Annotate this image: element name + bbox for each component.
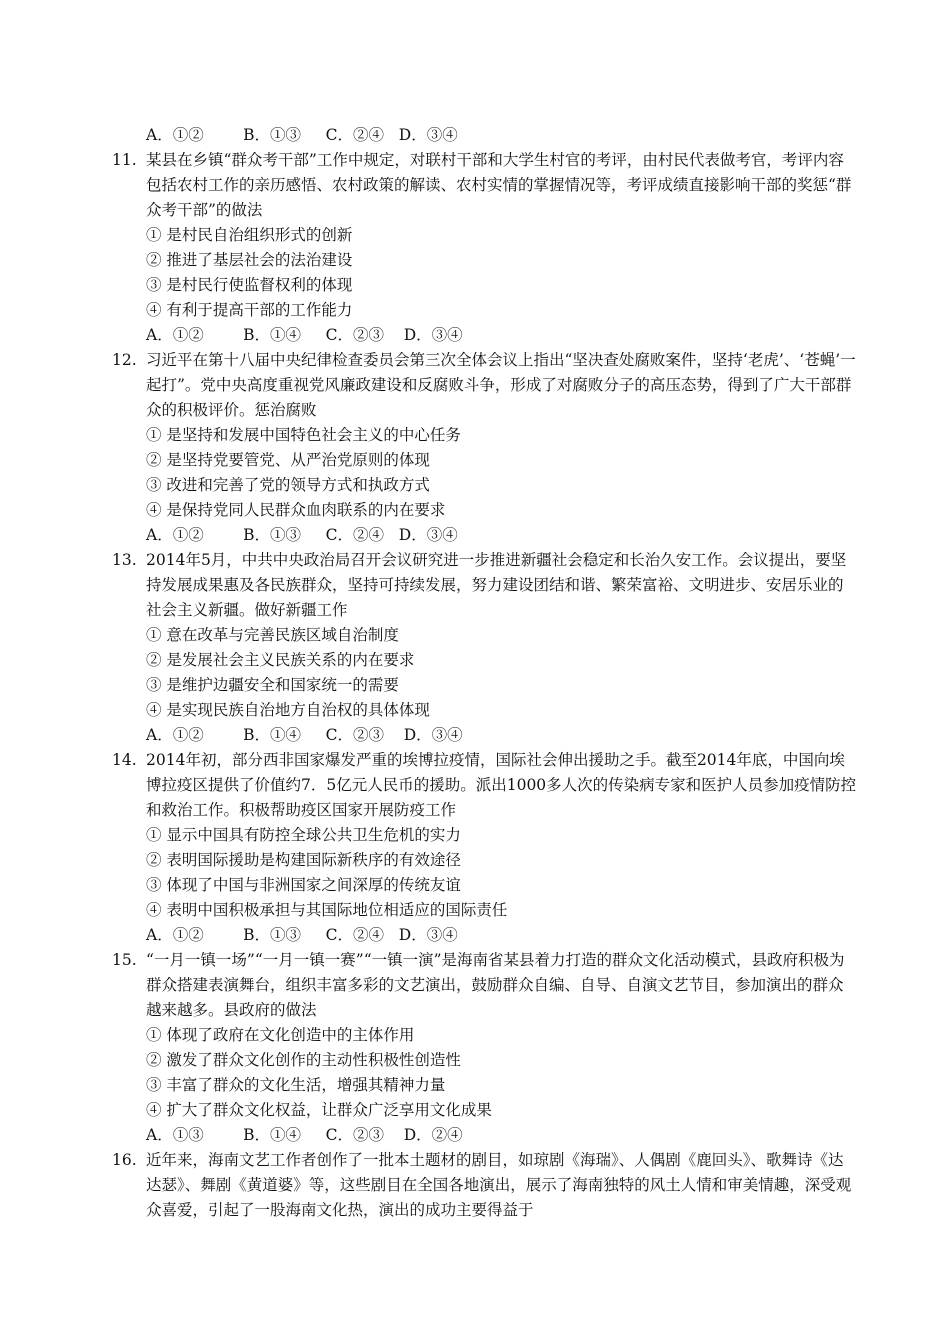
question-11 [112,148,857,348]
question-number: 13. [112,551,137,569]
answer-options: A．①② B．①③ C．②④ D．③④ [146,526,458,544]
question-16 [112,1148,857,1223]
question-number: 15. [112,951,137,969]
statement-item: ③ 体现了中国与非洲国家之间深厚的传统友谊 [146,876,461,894]
question-stem: 2014年5月，中共中央政治局召开会议研究进一步推进新疆社会稳定和长治久安工作。会议提出，要坚持发展成果惠及各民族群众，坚持可持续发展，努力建设团结和谐、繁荣富裕、文明进步、安居乐业的社会主义新疆。做好新疆工作 [146,551,847,619]
question-stem: 习近平在第十八届中央纪律检查委员会第三次全体会议上指出“坚决查处腐败案件，坚持‘老虎’、‘苍蝇’一起打”。党中央高度重视党风廉政建设和反腐败斗争，形成了对腐败分子的高压态势，得到了广大干部群众的积极评价。惩治腐败 [146,351,856,419]
statement-item: ② 激发了群众文化创作的主动性积极性创造性 [146,1051,461,1069]
page-content [112,123,857,1223]
statement-item: ② 是发展社会主义民族关系的内在要求 [146,651,415,669]
statement-item: ② 推进了基层社会的法治建设 [146,251,353,269]
question-stem: “一月一镇一场”“一月一镇一赛”“一镇一演”是海南省某县着力打造的群众文化活动模式，县政府积极为群众搭建表演舞台，组织丰富多彩的文艺演出，鼓励群众自编、自导、自演文艺节目，参加演出的群众越来越多。县政府的做法 [146,951,845,1019]
question-stem: 某县在乡镇“群众考干部”工作中规定，对联村干部和大学生村官的考评，由村民代表做考官，考评内容包括农村工作的亲历感悟、农村政策的解读、农村实情的掌握情况等，考评成绩直接影响干部的奖惩“群众考干部”的做法 [146,151,852,219]
statement-item: ① 意在改革与完善民族区域自治制度 [146,626,399,644]
statement-item: ① 体现了政府在文化创造中的主体作用 [146,1026,415,1044]
statement-item: ④ 扩大了群众文化权益，让群众广泛享用文化成果 [146,1101,492,1119]
question-number: 16. [112,1151,137,1169]
statement-item: ① 是村民自治组织形式的创新 [146,226,353,244]
statement-item: ③ 是维护边疆安全和国家统一的需要 [146,676,399,694]
question-15 [112,948,857,1148]
statement-item: ② 表明国际援助是构建国际新秩序的有效途径 [146,851,461,869]
previous-question-options: A．①② B．①③ C．②④ D．③④ [146,126,458,144]
statement-item: ③ 丰富了群众的文化生活，增强其精神力量 [146,1076,446,1094]
answer-options: A．①③ B．①④ C．②③ D．②④ [146,1126,463,1144]
statement-item: ④ 是实现民族自治地方自治权的具体体现 [146,701,430,719]
statement-item: ① 是坚持和发展中国特色社会主义的中心任务 [146,426,461,444]
question-number: 11. [112,151,137,169]
answer-options: A．①② B．①④ C．②③ D．③④ [146,326,463,344]
question-12 [112,348,857,548]
question-number: 14. [112,751,137,769]
statement-item: ① 显示中国具有防控全球公共卫生危机的实力 [146,826,461,844]
statement-item: ④ 表明中国积极承担与其国际地位相适应的国际责任 [146,901,508,919]
statement-item: ② 是坚持党要管党、从严治党原则的体现 [146,451,430,469]
answer-options: A．①② B．①④ C．②③ D．③④ [146,726,463,744]
question-13 [112,548,857,748]
question-stem: 2014年初，部分西非国家爆发严重的埃博拉疫情，国际社会伸出援助之手。截至2014年底，中国向埃博拉疫区提供了价值约7．5亿元人民币的援助。派出1000多人次的传染病专家和医护人员参加疫情防控和救治工作。积极帮助疫区国家开展防疫工作 [146,751,857,819]
statement-item: ③ 是村民行使监督权利的体现 [146,276,353,294]
statement-item: ④ 是保持党同人民群众血肉联系的内在要求 [146,501,446,519]
question-14 [112,748,857,948]
statement-item: ③ 改进和完善了党的领导方式和执政方式 [146,476,430,494]
answer-options: A．①② B．①③ C．②④ D．③④ [146,926,458,944]
statement-item: ④ 有利于提高干部的工作能力 [146,301,353,319]
question-number: 12. [112,351,137,369]
question-list [112,148,857,1223]
question-stem: 近年来，海南文艺工作者创作了一批本土题材的剧目，如琼剧《海瑞》、人偶剧《鹿回头》、歌舞诗《达达瑟》、舞剧《黄道婆》等，这些剧目在全国各地演出，展示了海南独特的风土人情和审美情趣，深受观众喜爱，引起了一股海南文化热，演出的成功主要得益于 [146,1151,852,1219]
